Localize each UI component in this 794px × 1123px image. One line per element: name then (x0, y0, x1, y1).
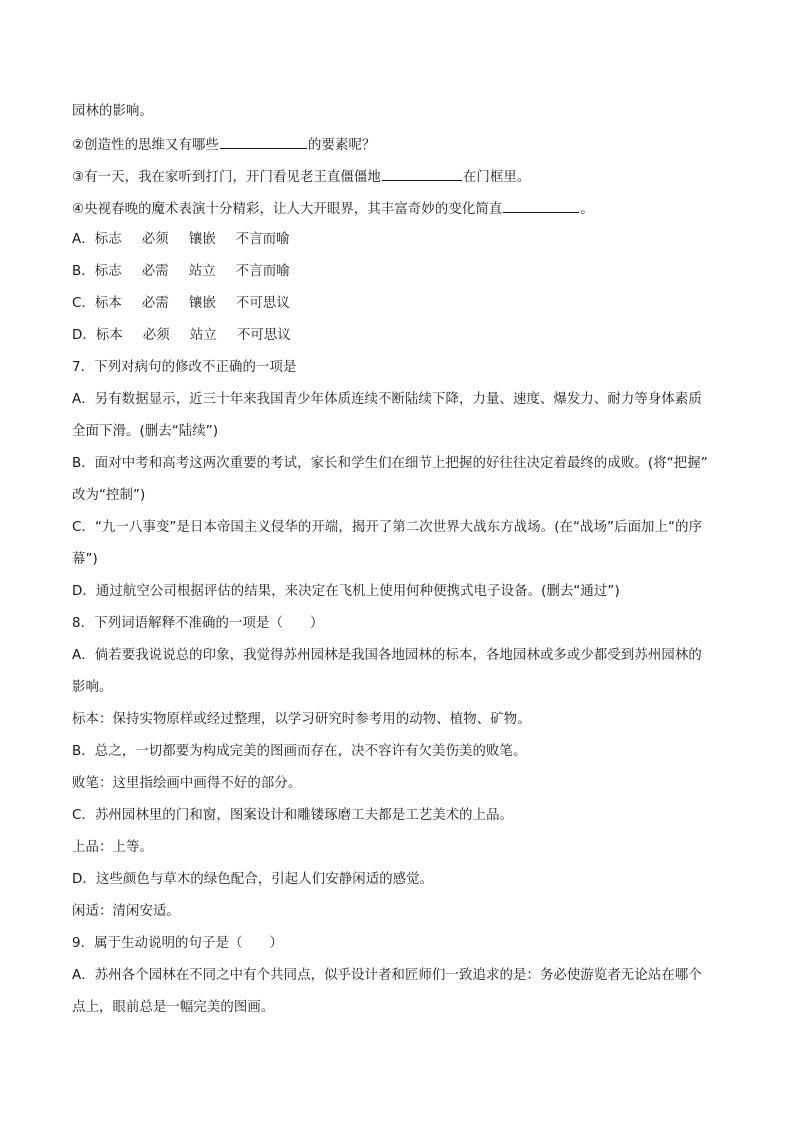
q8-option-a-line-2: 影响。 (72, 680, 113, 695)
q6-option-b (72, 262, 732, 282)
q6-option-d (72, 326, 732, 346)
option-word: 不可思议 (235, 296, 290, 311)
fill-blank (220, 134, 307, 149)
fill-blank (382, 166, 462, 181)
q6-item-4-text-b: 。 (580, 202, 594, 217)
q6-item-2-text-b: 的要素呢？ (308, 138, 376, 153)
option-word: 必须 (142, 328, 170, 343)
option-word: 镶嵌 (188, 296, 216, 311)
q6-item-2-text-a: ②创造性的思维又有哪些 (72, 138, 220, 153)
q8-option-c: C．苏州园林里的门和窗，图案设计和雕镂琢磨工夫都是工艺美术的上品。 (72, 808, 514, 823)
option-word: 必需 (141, 264, 169, 279)
q6-item-3-text-b: 在门框里。 (462, 170, 531, 185)
q8-option-d-definition: 闲适：清闲安适。 (72, 904, 180, 919)
q9-stem: 9．属于生动说明的句子是（ ） (72, 936, 283, 951)
option-word: 必须 (141, 232, 169, 247)
q7-option-d: D．通过航空公司根据评估的结果，来决定在飞机上使用何种便携式电子设备。(删去“通过”) (72, 584, 620, 599)
option-word: D．标本 (72, 328, 123, 343)
q7-option-b-line-1: B．面对中考和高考这两次重要的考试，家长和学生们在细节上把握的好往往决定着最终的成败。(将“把握” (72, 456, 708, 471)
q6-item-3-text-a: ③有一天，我在家听到打门，开门看见老王直僵僵地 (72, 170, 381, 185)
q6-item-3 (72, 166, 732, 188)
fill-blank (503, 198, 579, 213)
option-word: 站立 (188, 264, 216, 279)
q8-stem: 8．下列词语解释不准确的一项是（ ） (72, 616, 324, 631)
option-word: 不言而喻 (235, 232, 290, 247)
option-word: 镶嵌 (188, 232, 216, 247)
q8-option-a-definition: 标本：保持实物原样或经过整理，以学习研究时参考用的动物、植物、矿物。 (72, 712, 531, 727)
q6-item-4-text-a: ④央视春晚的魔术表演十分精彩，让人大开眼界，其丰富奇妙的变化简直 (72, 202, 503, 217)
q7-option-c-line-1: C．“九一八事变”是日本帝国主义侵华的开端，揭开了第二次世界大战东方战场。(在“战场”后面加上“的序 (72, 520, 703, 535)
q6-item-4 (72, 198, 732, 220)
option-word: 不言而喻 (235, 264, 290, 279)
q9-option-a-line-2: 点上，眼前总是一幅完美的图画。 (72, 1000, 275, 1015)
q7-option-a-line-2: 全面下滑。(删去“陆续”) (72, 424, 219, 439)
q6-option-c (72, 294, 732, 314)
q7-option-c-line-2: 幕”) (72, 552, 98, 567)
q7-option-a-line-1: A．另有数据显示，近三十年来我国青少年体质连续不断陆续下降，力量、速度、爆发力、耐力等身体素质 (72, 392, 702, 407)
q8-option-c-definition: 上品：上等。 (72, 840, 153, 855)
q8-option-a-line-1: A．倘若要我说说总的印象，我觉得苏州园林是我国各地园林的标本，各地园林或多或少都受到苏州园林的 (72, 648, 702, 663)
q8-option-b: B．总之，一切都要为构成完美的图画而存在，决不容许有欠美伤美的败笔。 (72, 744, 527, 759)
q7-option-b-line-2: 改为“控制”) (72, 488, 146, 503)
option-word: 站立 (189, 328, 217, 343)
option-word: 不可思议 (236, 328, 291, 343)
q6-line-1: 园林的影响。 (72, 104, 153, 119)
option-word: A．标志 (72, 232, 122, 247)
q9-option-a-line-1: A．苏州各个园林在不同之中有个共同点，似乎设计者和匠师们一致追求的是：务必使游览者无论站在哪个 (72, 968, 702, 983)
q6-item-2 (72, 134, 732, 156)
q8-option-d: D．这些颜色与草木的绿色配合，引起人们安静闲适的感觉。 (72, 872, 434, 887)
option-word: C．标本 (72, 296, 122, 311)
q8-option-b-definition: 败笔：这里指绘画中画得不好的部分。 (72, 776, 302, 791)
q6-option-a (72, 230, 732, 250)
option-word: B．标志 (72, 264, 122, 279)
q7-stem: 7．下列对病句的修改不正确的一项是 (72, 360, 297, 375)
option-word: 必需 (141, 296, 169, 311)
